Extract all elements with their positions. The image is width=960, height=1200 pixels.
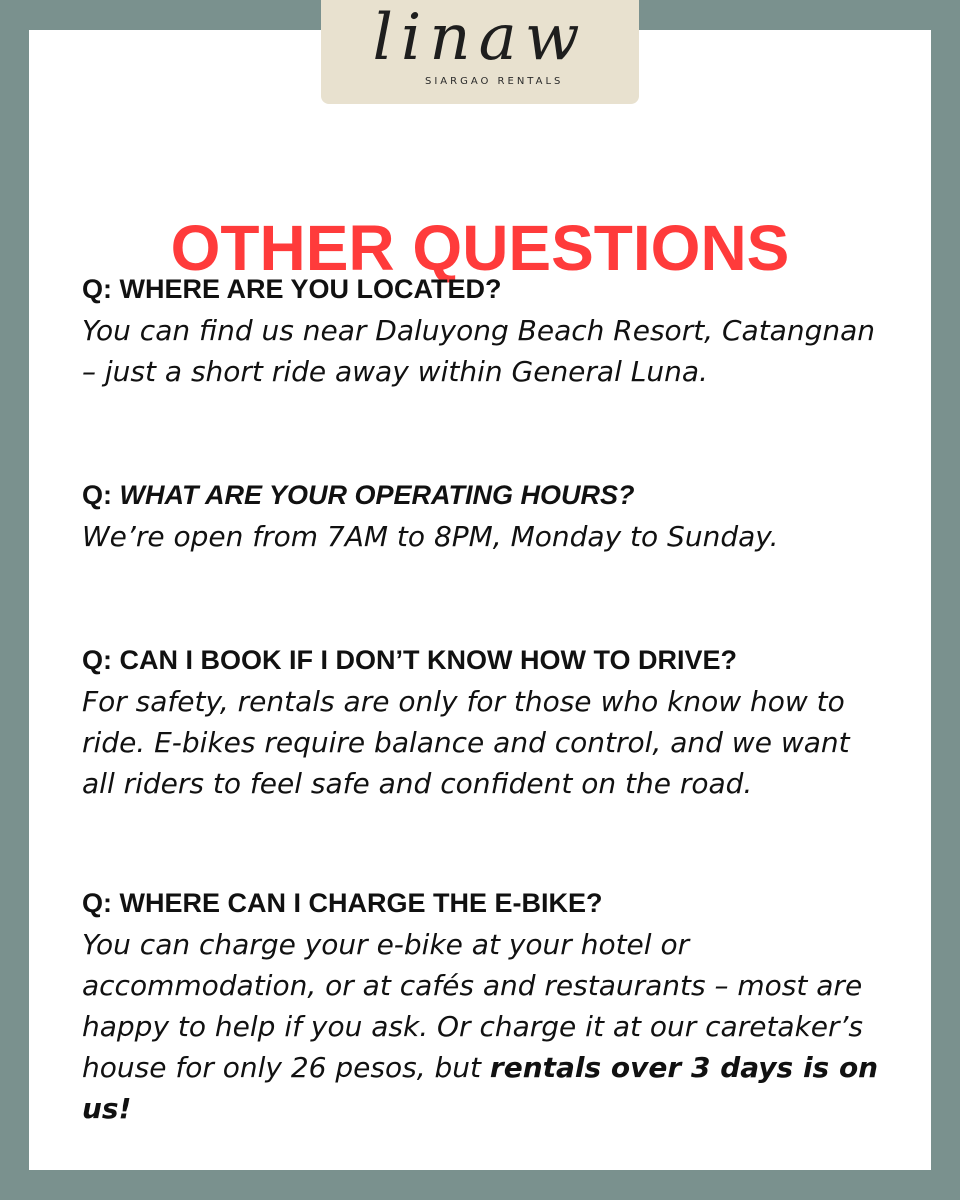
faq-answer: We’re open from 7AM to 8PM, Monday to Sunday. (82, 520, 779, 553)
faq-item-location (82, 270, 882, 392)
faq-answer (82, 924, 882, 1129)
faq-item-charging (82, 884, 882, 1129)
brand-logo (321, 0, 639, 104)
faq-prefix: Q: (82, 888, 112, 918)
logo-tagline: SIARGAO RENTALS (425, 76, 564, 87)
faq-question-text: WHAT ARE YOUR OPERATING HOURS? (119, 480, 635, 510)
faq-question-text: WHERE CAN I CHARGE THE E-BIKE? (119, 888, 603, 918)
faq-question (82, 641, 882, 679)
faq-prefix: Q: (82, 480, 112, 510)
page-title: OTHER QUESTIONS (170, 211, 790, 284)
faq-question (82, 884, 882, 922)
faq-question (82, 476, 882, 514)
faq-question (82, 270, 882, 308)
faq-prefix: Q: (82, 645, 112, 675)
faq-item-hours (82, 476, 882, 557)
faq-answer-emphasis: rentals over 3 days is on us! (82, 1051, 879, 1125)
faq-answer: You can find us near Daluyong Beach Resort, Catangnan – just a short ride away within General Luna. (82, 314, 875, 388)
faq-question-text: WHERE ARE YOU LOCATED? (119, 274, 502, 304)
faq-prefix: Q: (82, 274, 112, 304)
logo-wordmark: linaw (372, 1, 588, 75)
faq-question-text: CAN I BOOK IF I DON’T KNOW HOW TO DRIVE? (119, 645, 737, 675)
faq-item-driving (82, 641, 882, 804)
faq-answer: For safety, rentals are only for those who know how to ride. E-bikes require balance and control, and we want all riders to feel safe and confident on the road. (82, 685, 850, 800)
faq-answer-text: You can charge your e-bike at your hotel or accommodation, or at cafés and restaurants – most are happy to help if you ask. Or charge it at our caretaker’s house for only 26 pesos, but (82, 928, 864, 1084)
